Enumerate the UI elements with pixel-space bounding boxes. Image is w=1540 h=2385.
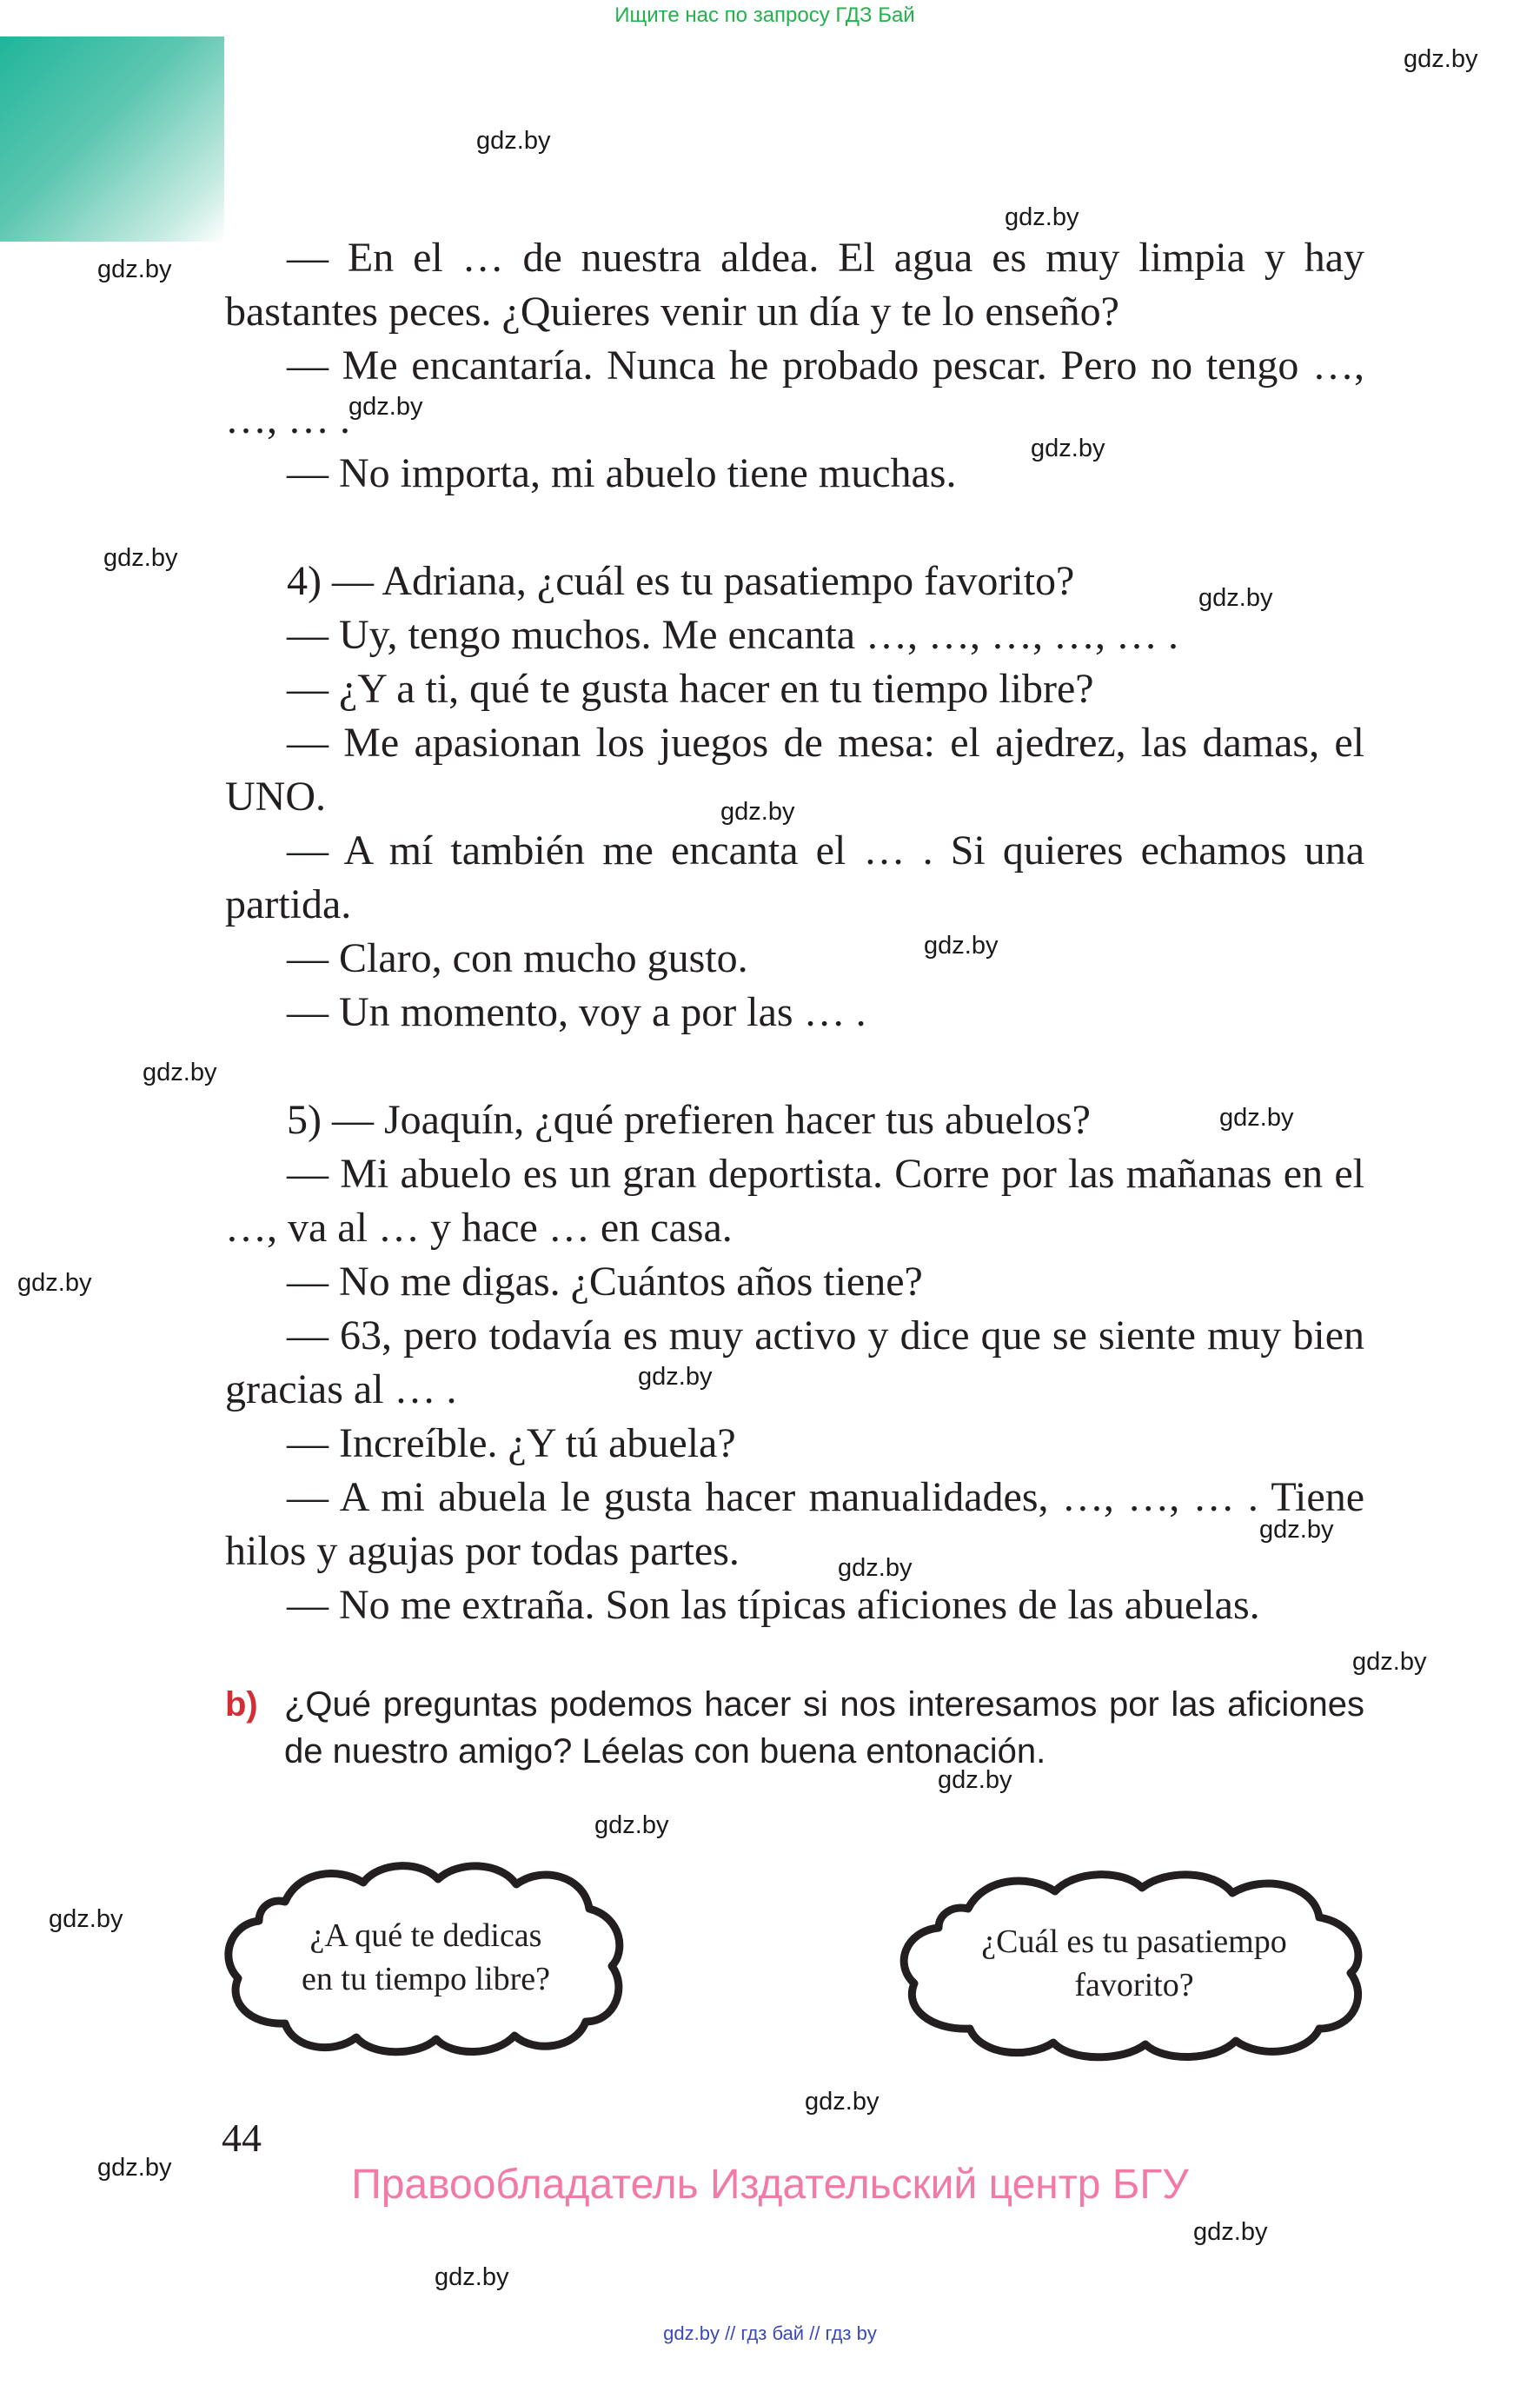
watermark: gdz.by [1005, 203, 1079, 231]
dialogue-line: — Un momento, voy a por las … . [287, 989, 866, 1035]
dialogue-line: — No importa, mi abuelo tiene muchas. [287, 450, 957, 496]
dialogue-line: — Claro, con mucho gusto. [287, 935, 748, 981]
watermark: gdz.by [103, 544, 178, 572]
watermark: gdz.by [435, 2263, 509, 2291]
dialogue-line: — A mi abuela le gusta hacer manualidades, …, …, … . Tiene hilos y agujas por todas partes. [225, 1474, 1364, 1574]
dialogue-line: 5) — Joaquín, ¿qué prefieren hacer tus abuelos? [287, 1097, 1091, 1143]
cloud-text-line: en tu tiempo libre? [302, 1961, 550, 1997]
cloud-text-line: ¿A qué te dedicas [309, 1917, 542, 1954]
watermark: gdz.by [805, 2088, 880, 2116]
watermark: gdz.by [1031, 435, 1105, 462]
watermark: gdz.by [97, 256, 172, 283]
dialogue-line: — En el … de nuestra aldea. El agua es muy limpia y hay bastantes peces. ¿Quieres venir un día y te lo enseño? [225, 235, 1364, 335]
speech-cloud-right [899, 1865, 1370, 2062]
dialogue-line: — No me extraña. Son las típicas aficiones de las abuelas. [287, 1582, 1260, 1628]
watermark: gdz.by [476, 127, 551, 155]
dialogue-line: — No me digas. ¿Cuántos años tiene? [287, 1259, 923, 1305]
cloud-text-line: ¿Cuál es tu pasatiempo [981, 1923, 1287, 1960]
watermark: gdz.by [1219, 1104, 1294, 1132]
speech-cloud-left [224, 1857, 627, 2058]
watermark: gdz.by [143, 1059, 217, 1086]
dialogue-line: — ¿Y a ti, qué te gusta hacer en tu tiempo libre? [287, 666, 1094, 712]
dialogue-line: — 63, pero todavía es muy activo y dice que se siente muy bien gracias al … . [225, 1312, 1364, 1412]
watermark: gdz.by [938, 1766, 1012, 1794]
dialogue-line: — A mí también me encanta el … . Si quieres echamos una partida. [225, 827, 1364, 927]
dialogue-line: 4) — Adriana, ¿cuál es tu pasatiempo favorito? [287, 558, 1075, 604]
copyright-notice: Правообладатель Издательский центр БГУ [351, 2162, 1189, 2208]
watermark: gdz.by [1198, 584, 1273, 612]
cloud-text-line: favorito? [1074, 1967, 1194, 2003]
watermark: gdz.by [838, 1554, 913, 1582]
page-number: 44 [222, 2116, 262, 2160]
watermark: gdz.by [720, 798, 795, 826]
watermark: gdz.by [17, 1269, 92, 1297]
watermark: gdz.by [1352, 1648, 1427, 1676]
cloud-text [899, 1865, 1370, 2062]
cloud-text [224, 1857, 627, 2058]
dialogue-line: — Me apasionan los juegos de mesa: el ajedrez, las damas, el UNO. [225, 720, 1364, 820]
watermark: gdz.by [97, 2154, 172, 2182]
watermark: gdz.by [924, 932, 999, 960]
watermark: gdz.by [49, 1905, 123, 1933]
corner-decoration [0, 37, 224, 242]
dialogue-text [225, 231, 1364, 1632]
watermark: gdz.by [1404, 45, 1478, 73]
dialogue-line: — Mi abuelo es un gran deportista. Corre por las mañanas en el …, va al … y hace … en casa. [225, 1151, 1364, 1251]
task-text: ¿Qué preguntas podemos hacer si nos interesamos por las aficiones de nuestro amigo? Léelas con buena entonación. [284, 1685, 1364, 1770]
watermark: gdz.by [348, 393, 423, 421]
watermark: gdz.by [1259, 1516, 1334, 1544]
task-letter: b) [225, 1685, 258, 1724]
task-b [225, 1681, 1364, 1775]
footer-links[interactable]: gdz.by // гдз бай // гдз by [663, 2322, 877, 2344]
dialogue-line: — Uy, tengo muchos. Me encanta …, …, …, …, … . [287, 612, 1179, 658]
watermark: gdz.by [638, 1363, 713, 1391]
search-hint-banner[interactable]: Ищите нас по запросу ГДЗ Бай [614, 3, 915, 27]
dialogue-line: — Me encantaría. Nunca he probado pescar. Pero no tengo …, …, … . [225, 342, 1364, 442]
dialogue-line: — Increíble. ¿Y tú abuela? [287, 1420, 736, 1466]
watermark: gdz.by [594, 1811, 669, 1839]
watermark: gdz.by [1193, 2218, 1268, 2246]
